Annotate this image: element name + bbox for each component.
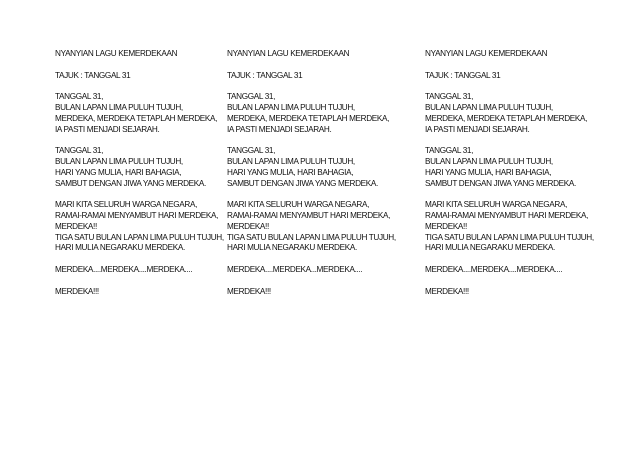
verse-1-line-4: IA PASTI MENJADI SEJARAH. — [55, 124, 160, 134]
verse-4-line: MERDEKA....MERDEKA....MERDEKA.... — [425, 264, 563, 274]
ending-line: MERDEKA!!! — [425, 286, 469, 296]
song-title: TAJUK : TANGGAL 31 — [425, 70, 501, 80]
ending-line: MERDEKA!!! — [55, 286, 99, 296]
verse-2-line-4: SAMBUT DENGAN JIWA YANG MERDEKA. — [227, 178, 378, 188]
verse-1-line-1: TANGGAL 31, — [55, 92, 104, 102]
verse-3-line-4: TIGA SATU BULAN LAPAN LIMA PULUH TUJUH, — [425, 232, 594, 242]
verse-2-line-4: SAMBUT DENGAN JIWA YANG MERDEKA. — [425, 178, 576, 188]
verse-3-line-4: TIGA SATU BULAN LAPAN LIMA PULUH TUJUH, — [55, 232, 224, 242]
verse-4-line: MERDEKA....MERDEKA...MERDEKA.... — [227, 264, 363, 274]
verse-1-line-2: BULAN LAPAN LIMA PULUH TUJUH, — [227, 102, 355, 112]
song-heading: NYANYIAN LAGU KEMERDEKAAN — [55, 49, 178, 58]
verse-2-line-1: TANGGAL 31, — [55, 146, 104, 156]
verse-3-line-3: MERDEKA!! — [55, 221, 97, 231]
song-heading: NYANYIAN LAGU KEMERDEKAAN — [227, 49, 350, 58]
verse-1-line-4: IA PASTI MENJADI SEJARAH. — [227, 124, 332, 134]
verse-4-line: MERDEKA....MERDEKA....MERDEKA.... — [55, 264, 193, 274]
verse-1-line-3: MERDEKA, MERDEKA TETAPLAH MERDEKA, — [425, 113, 588, 123]
verse-1-line-1: TANGGAL 31, — [227, 92, 276, 102]
verse-3-line-5: HARI MULIA NEGARAKU MERDEKA. — [227, 243, 357, 253]
verse-2-line-3: HARI YANG MULIA, HARI BAHAGIA, — [55, 167, 182, 177]
verse-2-line-3: HARI YANG MULIA, HARI BAHAGIA, — [425, 167, 552, 177]
verse-2-line-1: TANGGAL 31, — [425, 146, 474, 156]
verse-3-line-3: MERDEKA!! — [425, 221, 467, 231]
verse-2-line-1: TANGGAL 31, — [227, 146, 276, 156]
verse-3-line-1: MARI KITA SELURUH WARGA NEGARA, — [55, 200, 198, 210]
verse-1-line-1: TANGGAL 31, — [425, 92, 474, 102]
verse-2-line-2: BULAN LAPAN LIMA PULUH TUJUH, — [55, 156, 183, 166]
song-heading: NYANYIAN LAGU KEMERDEKAAN — [425, 49, 548, 58]
verse-1-line-2: BULAN LAPAN LIMA PULUH TUJUH, — [425, 102, 553, 112]
verse-2-line-4: SAMBUT DENGAN JIWA YANG MERDEKA. — [55, 178, 206, 188]
verse-2-line-2: BULAN LAPAN LIMA PULUH TUJUH, — [425, 156, 553, 166]
verse-1-line-4: IA PASTI MENJADI SEJARAH. — [425, 124, 530, 134]
verse-3-line-2: RAMAI-RAMAI MENYAMBUT HARI MERDEKA, — [227, 210, 391, 220]
lyrics-column-1 — [55, 49, 227, 297]
verse-1-line-3: MERDEKA, MERDEKA TETAPLAH MERDEKA, — [227, 113, 390, 123]
verse-3-line-3: MERDEKA!! — [227, 221, 269, 231]
lyrics-column-2 — [227, 49, 399, 297]
verse-1-line-2: BULAN LAPAN LIMA PULUH TUJUH, — [55, 102, 183, 112]
song-title: TAJUK : TANGGAL 31 — [55, 70, 131, 80]
lyrics-column-3 — [425, 49, 597, 297]
verse-3-line-5: HARI MULIA NEGARAKU MERDEKA. — [425, 243, 555, 253]
song-title: TAJUK : TANGGAL 31 — [227, 70, 303, 80]
verse-2-line-2: BULAN LAPAN LIMA PULUH TUJUH, — [227, 156, 355, 166]
verse-2-line-3: HARI YANG MULIA, HARI BAHAGIA, — [227, 167, 354, 177]
verse-1-line-3: MERDEKA, MERDEKA TETAPLAH MERDEKA, — [55, 113, 218, 123]
verse-3-line-1: MARI KITA SELURUH WARGA NEGARA, — [227, 200, 370, 210]
verse-3-line-5: HARI MULIA NEGARAKU MERDEKA. — [55, 243, 185, 253]
verse-3-line-4: TIGA SATU BULAN LAPAN LIMA PULUH TUJUH, — [227, 232, 396, 242]
ending-line: MERDEKA!!! — [227, 286, 271, 296]
verse-3-line-2: RAMAI-RAMAI MENYAMBUT HARI MERDEKA, — [425, 210, 589, 220]
verse-3-line-1: MARI KITA SELURUH WARGA NEGARA, — [425, 200, 568, 210]
verse-3-line-2: RAMAI-RAMAI MENYAMBUT HARI MERDEKA, — [55, 210, 219, 220]
